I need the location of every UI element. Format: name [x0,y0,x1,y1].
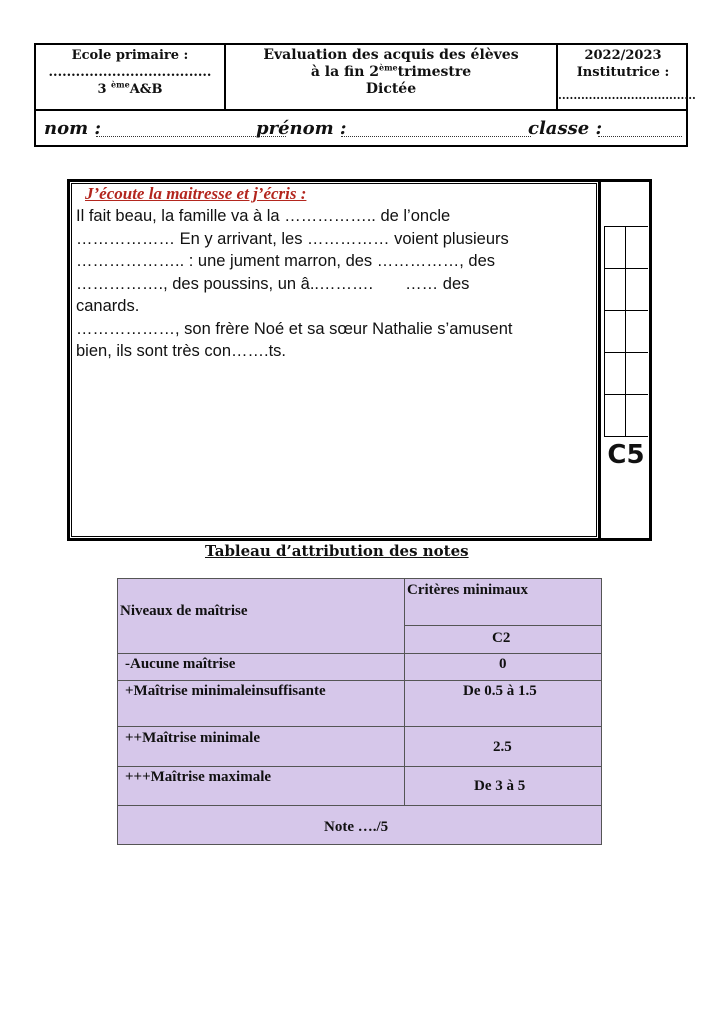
dictation-line: ……………., des poussins, un â..………. …… des [76,274,470,293]
dictation-line: ………………, son frère Noé et sa sœur Nathalie s’amusent [76,319,513,338]
subject-title: Dictée [365,81,417,97]
dictation-line: bien, ils sont très con…….ts. [76,342,286,360]
header-top-row [36,45,696,111]
score-row-2: 2.5 [493,739,512,755]
eval-title-line2: à la fin 2èmetrimestre [310,62,472,80]
level-row-0: -Aucune maîtrise [125,656,236,672]
dictation-line: ……………… En y arrivant, les …………… voient plusieurs [76,229,509,248]
nom-label: nom : [44,118,102,139]
score-grid [600,179,652,541]
teacher-dots: .................................... [558,89,696,102]
evaluation-cell [226,45,558,109]
year-cell [558,45,696,109]
note-total: Note …./5 [324,819,389,835]
school-cell [36,45,226,109]
dictation-line: ……………….. : une jument marron, des ……………, des [76,252,496,270]
student-info-row [36,109,686,145]
prenom-label: prénom : [256,118,347,139]
dictation-text [76,205,596,363]
eval-title-line1: Evaluation des acquis des élèves [263,47,519,63]
criterion-code: C5 [607,440,645,470]
header-table [34,43,696,147]
school-label: Ecole primaire : [71,48,189,63]
levels-header: Niveaux de maîtrise [120,603,248,619]
score-row-3: De 3 à 5 [474,778,526,794]
teacher-label: Institutrice : [576,65,670,80]
level-row-3: +++Maîtrise maximale [125,769,272,785]
classe-field[interactable] [598,136,682,137]
school-year: 2022/2023 [584,48,662,63]
criterion-c2: C2 [492,630,511,646]
level-row-2: ++Maîtrise minimale [125,730,260,746]
prenom-field[interactable] [341,136,531,137]
dictation-line: canards. [76,297,140,315]
score-row-1: De 0.5 à 1.5 [463,683,537,699]
class-level: 3 $^{ème}$A&B [97,79,163,97]
level-row-1: +Maîtrise minimaleinsuffisante [125,683,326,699]
classe-label: classe : [528,118,603,139]
dictation-line: Il fait beau, la famille va à la …………….. de l’oncle [76,207,451,225]
criteria-header: Critères minimaux [407,582,528,598]
grading-table [117,578,602,845]
dictation-heading: J’écoute la maitresse et j’écris : [85,184,307,203]
school-dots: .................................... [48,65,212,80]
grading-table-title: Tableau d’attribution des notes [205,542,469,560]
score-row-0: 0 [499,656,507,672]
